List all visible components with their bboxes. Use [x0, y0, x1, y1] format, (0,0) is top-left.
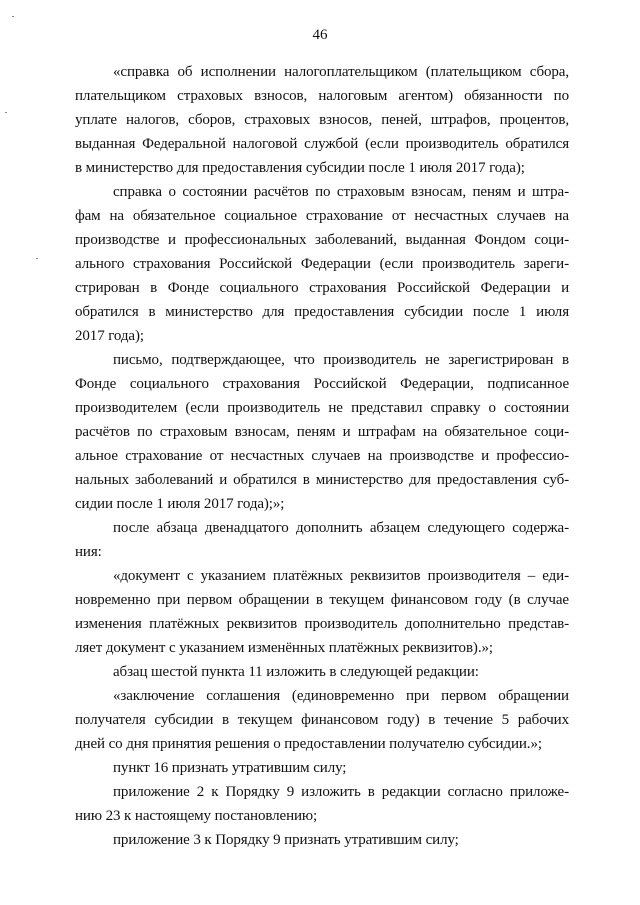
text-line: расчётов по страховым взносам, пеням и штрафам на обязательное соци- [75, 424, 569, 440]
text-line: после абзаца двенадцатого дополнить абзацем следующего содержа- [113, 520, 569, 536]
text-line: пункт 16 признать утратившим силу; [113, 760, 347, 776]
text-line: справка о состоянии расчётов по страховым взносам, пеням и штра- [113, 184, 569, 200]
text-line: нию 23 к настоящему постановлению; [75, 808, 318, 824]
text-line: «документ с указанием платёжных реквизитов производителя – еди- [113, 568, 569, 584]
text-line: уплате налогов, сборов, страховых взносов, пеней, штрафов, процентов, [75, 112, 569, 128]
document-body [75, 60, 569, 852]
text-line: приложение 3 к Порядку 9 признать утратившим силу; [113, 832, 459, 848]
text-line: производителем (если производитель не представил справку о состоянии [75, 400, 569, 416]
text-line: плательщиком страховых взносов, налоговым агентом) обязанности по [75, 88, 569, 104]
text-line: стрирован в Фонде социального страхования Российской Федерации и [75, 280, 569, 296]
text-line: 2017 года); [75, 328, 144, 344]
text-line: выданная Федеральной налоговой службой (если производитель обратился [75, 136, 569, 152]
text-line: обратился в министерство для предоставления субсидии после 1 июля [75, 304, 569, 320]
text-line: ального страхования Российской Федерации (если производитель зареги- [75, 256, 569, 272]
text-line: «справка об исполнении налогоплательщиком (плательщиком сбора, [113, 64, 569, 80]
text-line: абзац шестой пункта 11 изложить в следующей редакции: [113, 664, 479, 680]
text-line: альное страхование от несчастных случаев на производстве и профессио- [75, 448, 569, 464]
text-line: Фонде социального страхования Российской Федерации, подписанное [75, 376, 569, 392]
text-line: производстве и профессиональных заболеваний, выданная Фондом соци- [75, 232, 569, 248]
scan-speck [36, 258, 38, 259]
text-line: получателя субсидии в текущем финансовом году) в течение 5 рабочих [75, 712, 569, 728]
text-line: новременно при первом обращении в текущем финансовом году (в случае [75, 592, 569, 608]
scan-speck [5, 112, 7, 113]
text-line: сидии после 1 июля 2017 года);»; [75, 496, 285, 512]
text-line: «заключение соглашения (единовременно при первом обращении [113, 688, 569, 704]
text-line: ния: [75, 544, 102, 560]
text-line: дней со дня принятия решения о предоставлении получателю субсидии.»; [75, 736, 542, 752]
text-line: приложение 2 к Порядку 9 изложить в редакции согласно приложе- [113, 784, 569, 800]
page-number: 46 [312, 27, 328, 43]
text-line: ляет документ с указанием изменённых платёжных реквизитов).»; [75, 640, 493, 656]
scan-speck [12, 16, 14, 17]
text-line: в министерство для предоставления субсидии после 1 июля 2017 года); [75, 160, 525, 176]
text-line: письмо, подтверждающее, что производитель не зарегистрирован в [113, 352, 569, 368]
text-line: фам на обязательное социальное страхование от несчастных случаев на [75, 208, 569, 224]
text-line: изменения платёжных реквизитов производитель дополнительно представ- [75, 616, 569, 632]
text-line: нальных заболеваний и обратился в министерство для предоставления суб- [75, 472, 569, 488]
